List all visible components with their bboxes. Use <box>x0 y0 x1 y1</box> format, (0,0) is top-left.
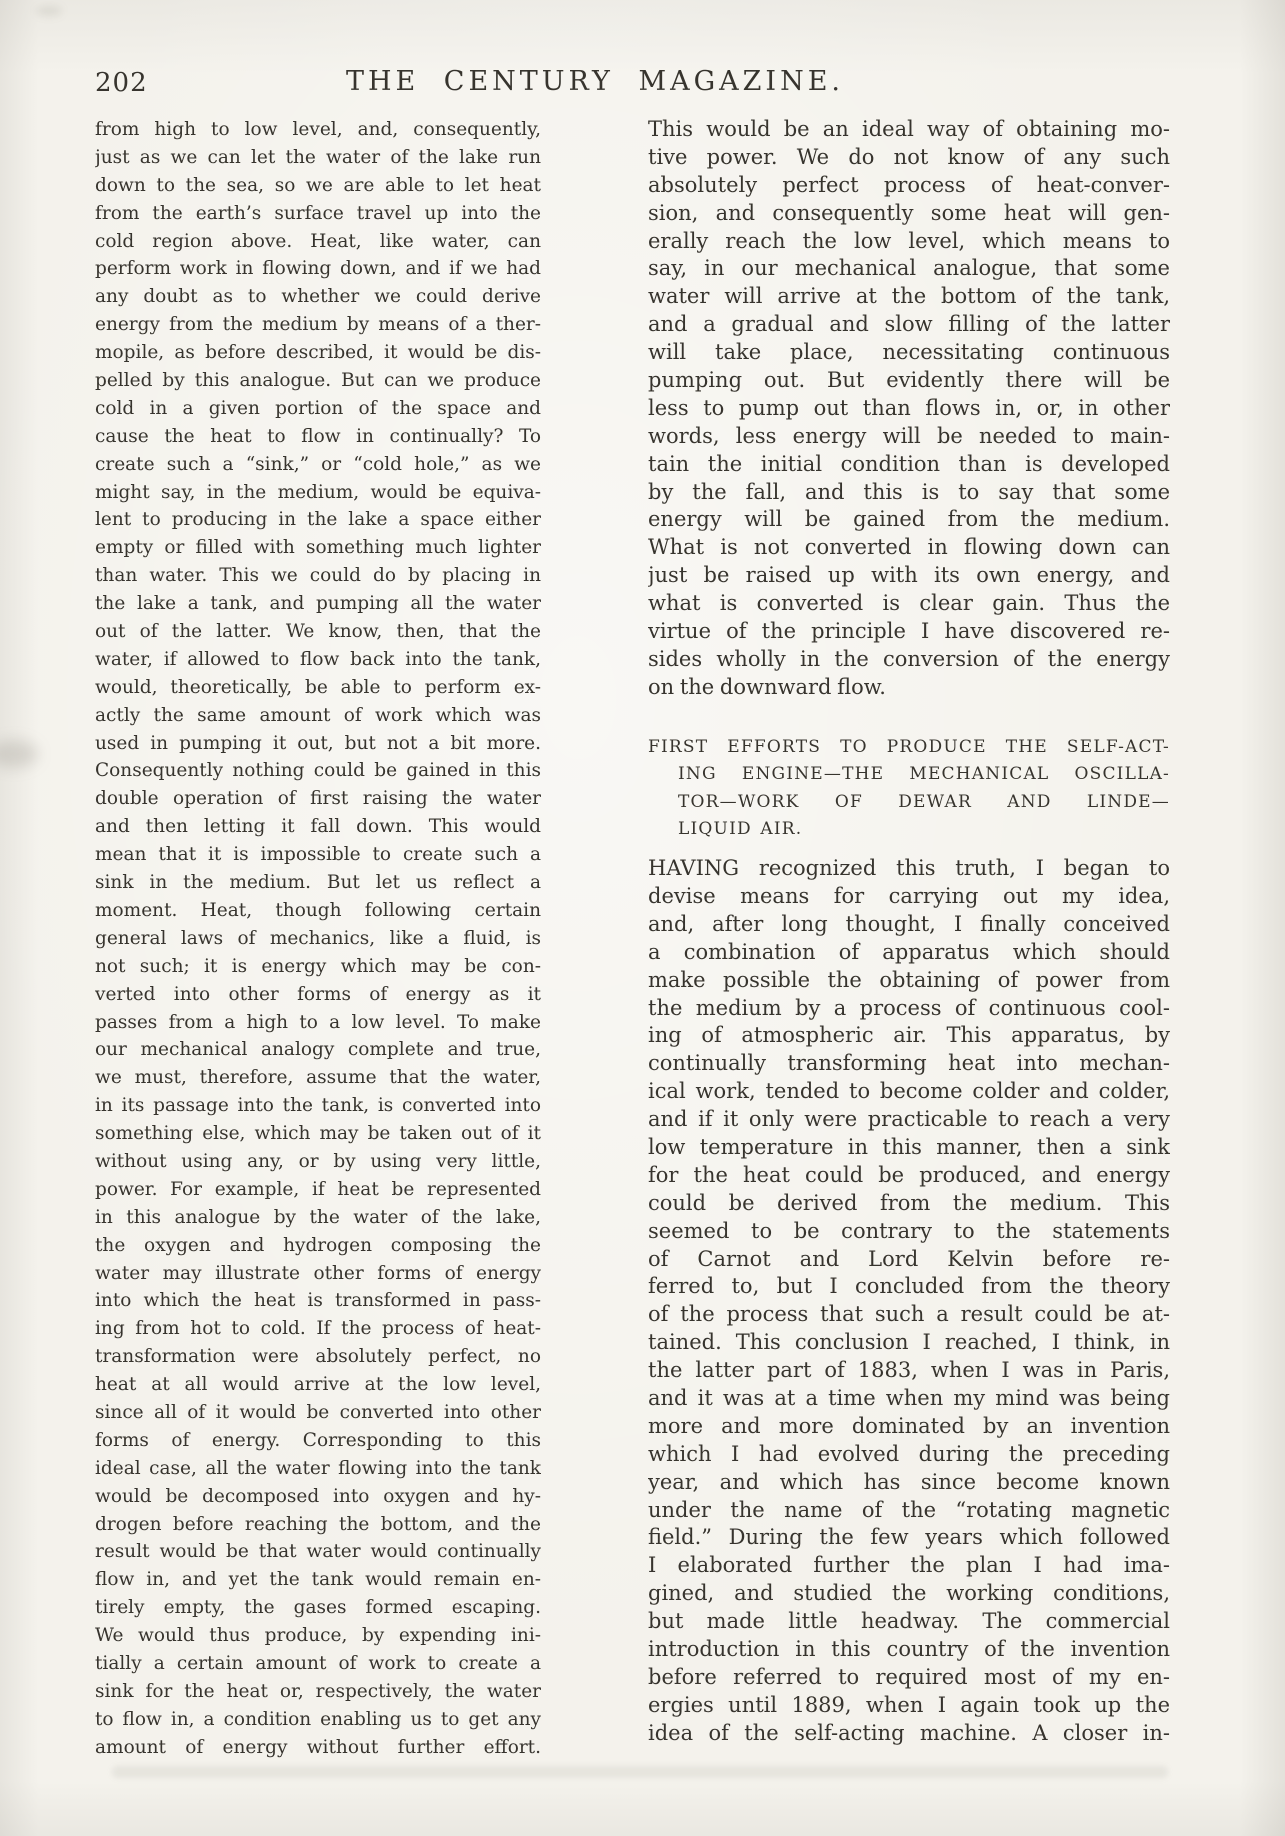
text-line: seemed to be contrary to the statements <box>648 1218 1170 1243</box>
text-line: TOR—WORK OF DEWAR AND LINDE— <box>678 791 1170 812</box>
text-line: without using any, or by using very little, <box>95 1150 541 1172</box>
text-line: We would thus produce, by expending ini- <box>95 1625 541 1647</box>
text-line: will take place, necessitating continuous <box>648 340 1170 365</box>
text-line: say, in our mechanical analogue, that some <box>648 256 1170 281</box>
text-line: water may illustrate other forms of energy <box>95 1262 541 1284</box>
right-column-paragraph-1 <box>648 116 1170 702</box>
text-line: water will arrive at the bottom of the tank, <box>648 284 1170 309</box>
text-line: ergies until 1889, when I again took up the <box>648 1692 1170 1717</box>
text-line: virtue of the principle I have discovered re- <box>648 619 1170 644</box>
text-line: would, theoretically, be able to perform ex- <box>95 676 541 698</box>
text-line: moment. Heat, though following certain <box>95 899 541 921</box>
text-line: the lake a tank, and pumping all the water <box>95 593 541 615</box>
text-line: ing of atmospheric air. This apparatus, by <box>648 1023 1170 1048</box>
text-line: What is not converted in flowing down can <box>648 535 1170 560</box>
text-line: create such a “sink,” or “cold hole,” as we <box>95 453 541 475</box>
text-line: Consequently nothing could be gained in this <box>95 760 541 782</box>
text-line: cold region above. Heat, like water, can <box>95 230 541 252</box>
text-line: LIQUID AIR. <box>678 819 803 840</box>
text-line: the latter part of 1883, when I was in Paris, <box>648 1358 1170 1383</box>
text-line: perform work in flowing down, and if we had <box>95 258 541 280</box>
right-column <box>648 116 1170 1748</box>
text-line: in this analogue by the water of the lake, <box>95 1206 541 1228</box>
text-line: and, after long thought, I finally conceived <box>648 911 1170 936</box>
text-line: our mechanical analogy complete and true, <box>95 1039 541 1061</box>
text-line: and it was at a time when my mind was being <box>648 1386 1170 1410</box>
text-line: mopile, as before described, it would be dis- <box>95 342 541 364</box>
text-line: the oxygen and hydrogen composing the <box>95 1234 541 1256</box>
text-line: might say, in the medium, would be equiva- <box>95 481 541 503</box>
text-line: sink for the heat or, respectively, the water <box>95 1680 541 1702</box>
text-line: year, and which has since become known <box>648 1469 1170 1494</box>
text-line: I elaborated further the plan I had ima- <box>648 1553 1170 1578</box>
text-line: a combination of apparatus which should <box>648 939 1170 964</box>
text-line: actly the same amount of work which was <box>95 704 541 726</box>
text-line: before referred to required most of my en- <box>648 1664 1170 1689</box>
text-line: any doubt as to whether we could derive <box>95 286 541 308</box>
text-line: less to pump out than flows in, or, in other <box>648 395 1170 420</box>
text-line: into which the heat is transformed in pass- <box>95 1290 541 1312</box>
text-line: forms of energy. Corresponding to this <box>95 1429 541 1451</box>
text-line: water, if allowed to flow back into the tank, <box>95 648 541 670</box>
text-line: cold in a given portion of the space and <box>95 397 541 419</box>
text-line: passes from a high to a low level. To make <box>95 1011 541 1033</box>
scan-smudge <box>0 740 38 768</box>
text-line: could be derived from the medium. This <box>648 1190 1170 1215</box>
text-line: used in pumping it out, but not a bit more. <box>95 732 541 754</box>
text-line: and then letting it fall down. This would <box>95 816 541 838</box>
text-line: general laws of mechanics, like a fluid, is <box>95 927 541 949</box>
scan-speck <box>36 6 62 16</box>
text-line: energy will be gained from the medium. <box>648 507 1170 532</box>
text-line: mean that it is impossible to create such a <box>95 844 541 866</box>
text-line: from the earth’s surface travel up into the <box>95 202 541 224</box>
text-line: devise means for carrying out my idea, <box>648 883 1170 908</box>
text-line: out of the latter. We know, then, that the <box>95 621 541 643</box>
text-line: we must, therefore, assume that the water, <box>95 1067 541 1089</box>
text-line: field.” During the few years which followed <box>648 1525 1170 1550</box>
text-line: tained. This conclusion I reached, I think, in <box>648 1330 1170 1355</box>
running-title: THE CENTURY MAGAZINE. <box>345 66 845 97</box>
text-line: energy from the medium by means of a ther- <box>95 314 541 336</box>
text-line: make possible the obtaining of power from <box>648 967 1170 992</box>
text-line: from high to low level, and, consequently, <box>95 119 541 140</box>
text-line: since all of it would be converted into other <box>95 1401 541 1423</box>
text-line: tain the initial condition than is developed <box>648 451 1170 476</box>
text-line: of Carnot and Lord Kelvin before re- <box>648 1246 1170 1271</box>
text-line: and a gradual and slow filling of the latter <box>648 312 1170 337</box>
text-line: low temperature in this manner, then a sink <box>648 1134 1170 1159</box>
text-line: sides wholly in the conversion of the energy <box>648 646 1170 671</box>
text-line: ING ENGINE—THE MECHANICAL OSCILLA- <box>678 764 1170 785</box>
text-line: under the name of the “rotating magnetic <box>648 1497 1170 1522</box>
text-line: and if it only were practicable to reach a very <box>648 1107 1170 1132</box>
text-line: tive power. We do not know of any such <box>648 144 1170 169</box>
text-line: sion, and consequently some heat will gen- <box>648 200 1170 225</box>
text-line: power. For example, if heat be represented <box>95 1178 541 1200</box>
text-line: something else, which may be taken out of it <box>95 1123 541 1145</box>
text-line: just as we can let the water of the lake run <box>95 146 541 168</box>
text-line: of the process that such a result could be at- <box>648 1302 1170 1327</box>
left-column <box>95 116 541 1762</box>
text-line: ing from hot to cold. If the process of heat- <box>95 1318 541 1340</box>
text-line: on the downward flow. <box>648 674 886 699</box>
text-line: result would be that water would continually <box>95 1541 541 1563</box>
text-line: amount of energy without further effort. <box>95 1736 541 1758</box>
text-line: ferred to, but I concluded from the theory <box>648 1274 1170 1299</box>
text-line: FIRST EFFORTS TO PRODUCE THE SELF-ACT- <box>648 736 1170 757</box>
text-line: pumping out. But evidently there will be <box>648 368 1170 393</box>
text-line: drogen before reaching the bottom, and the <box>95 1513 541 1535</box>
text-line: by the fall, and this is to say that some <box>648 479 1170 504</box>
text-line: in its passage into the tank, is converted into <box>95 1095 541 1117</box>
text-line: than water. This we could do by placing in <box>95 565 541 587</box>
text-line: words, less energy will be needed to main- <box>648 423 1170 448</box>
text-line: just be raised up with its own energy, and <box>648 563 1170 588</box>
text-line: double operation of first raising the water <box>95 788 541 810</box>
text-line: pelled by this analogue. But can we produce <box>95 370 541 392</box>
text-line: more and more dominated by an invention <box>648 1413 1170 1438</box>
text-line: introduction in this country of the invention <box>648 1637 1170 1662</box>
text-line: idea of the self-acting machine. A closer in- <box>648 1720 1170 1745</box>
text-line: gined, and studied the working conditions, <box>648 1581 1170 1606</box>
text-line: empty or filled with something much lighter <box>95 537 541 559</box>
text-line: ical work, tended to become colder and colder, <box>648 1079 1170 1104</box>
text-line: transformation were absolutely perfect, no <box>95 1346 541 1368</box>
text-line: sink in the medium. But let us reflect a <box>95 872 541 894</box>
text-line: which I had evolved during the preceding <box>648 1441 1170 1466</box>
text-line: HAVING recognized this truth, I began to <box>648 856 1170 881</box>
text-line: ideal case, all the water flowing into the tank <box>95 1457 541 1479</box>
right-column-paragraph-2 <box>648 855 1170 1748</box>
text-line: heat at all would arrive at the low level, <box>95 1374 541 1396</box>
text-line: would be decomposed into oxygen and hy- <box>95 1485 541 1507</box>
text-line: not such; it is energy which may be con- <box>95 955 541 977</box>
text-line: what is converted is clear gain. Thus the <box>648 591 1170 616</box>
text-line: for the heat could be produced, and energy <box>648 1162 1170 1187</box>
text-line: but made little headway. The commercial <box>648 1609 1170 1634</box>
text-line: absolutely perfect process of heat-conver- <box>648 172 1170 197</box>
text-line: to flow in, a condition enabling us to get any <box>95 1708 541 1730</box>
text-line: cause the heat to flow in continually? To <box>95 425 541 447</box>
text-line: erally reach the low level, which means to <box>648 228 1170 253</box>
text-line: tially a certain amount of work to create a <box>95 1652 541 1674</box>
page-number: 202 <box>95 68 148 98</box>
text-line: continually transforming heat into mechan- <box>648 1051 1170 1076</box>
text-line: verted into other forms of energy as it <box>95 983 541 1005</box>
text-line: down to the sea, so we are able to let heat <box>95 174 541 196</box>
section-heading <box>648 734 1170 844</box>
text-line: the medium by a process of continuous cool- <box>648 995 1170 1020</box>
text-line: tirely empty, the gases formed escaping. <box>95 1597 541 1619</box>
text-line: lent to producing in the lake a space either <box>95 509 541 531</box>
text-line: This would be an ideal way of obtaining mo- <box>648 117 1170 141</box>
text-line: flow in, and yet the tank would remain en- <box>95 1569 541 1591</box>
scan-ghost-band <box>112 1766 1168 1778</box>
